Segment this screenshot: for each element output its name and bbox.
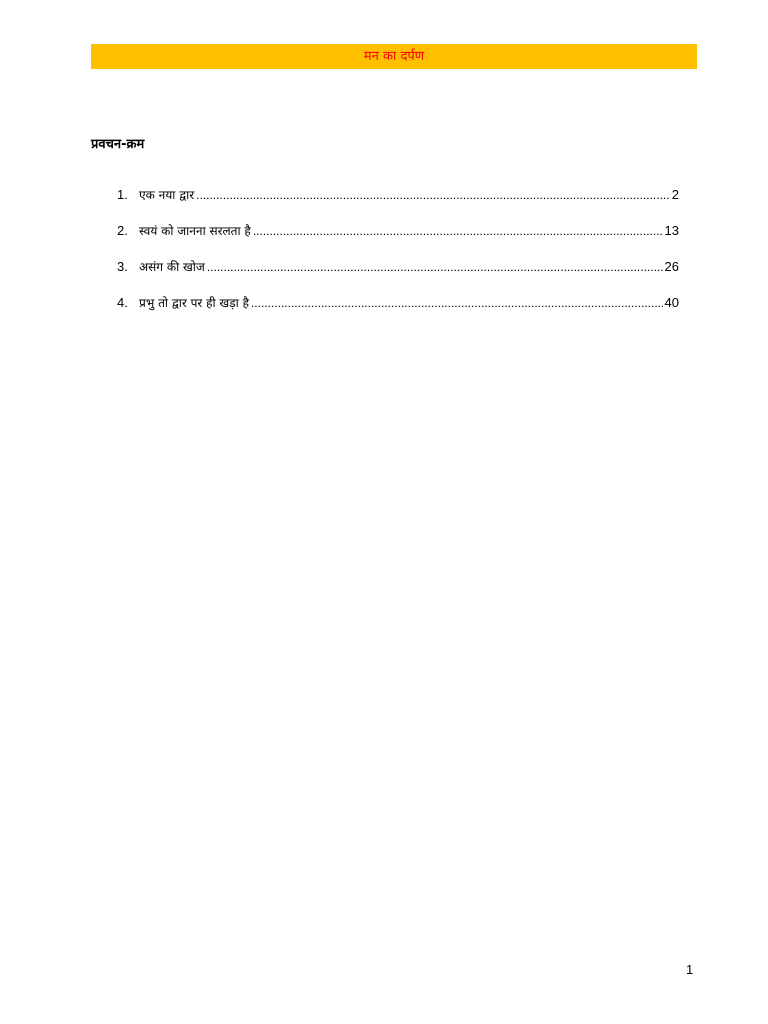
toc-item-page: 26 [664,259,679,274]
toc-item-title[interactable]: एक नया द्वार [139,188,195,202]
document-title: मन का दर्पण [363,49,425,64]
page-number: 1 [686,962,694,977]
toc-item-number: 1. [117,187,128,202]
toc-item[interactable] [117,294,679,314]
table-of-contents [117,186,679,330]
toc-item-number: 2. [117,223,128,238]
toc-dot-leader [251,296,663,310]
header-bar [91,44,697,69]
section-heading: प्रवचन-क्रम [91,137,145,152]
toc-dot-leader [196,188,670,202]
toc-dot-leader [253,224,663,238]
toc-item-page: 13 [664,223,679,238]
toc-item-title[interactable]: प्रभु तो द्वार पर ही खड़ा है [139,296,249,310]
toc-item-number: 3. [117,259,128,274]
toc-item-title[interactable]: स्वयं को जानना सरलता है [139,224,251,238]
toc-item-title[interactable]: असंग की खोज [139,260,205,274]
toc-item-page: 40 [664,295,679,310]
toc-item-number: 4. [117,295,128,310]
toc-dot-leader [207,260,663,274]
toc-item[interactable] [117,186,679,206]
toc-item[interactable] [117,258,679,278]
toc-item[interactable] [117,222,679,242]
toc-item-page: 2 [671,187,679,202]
